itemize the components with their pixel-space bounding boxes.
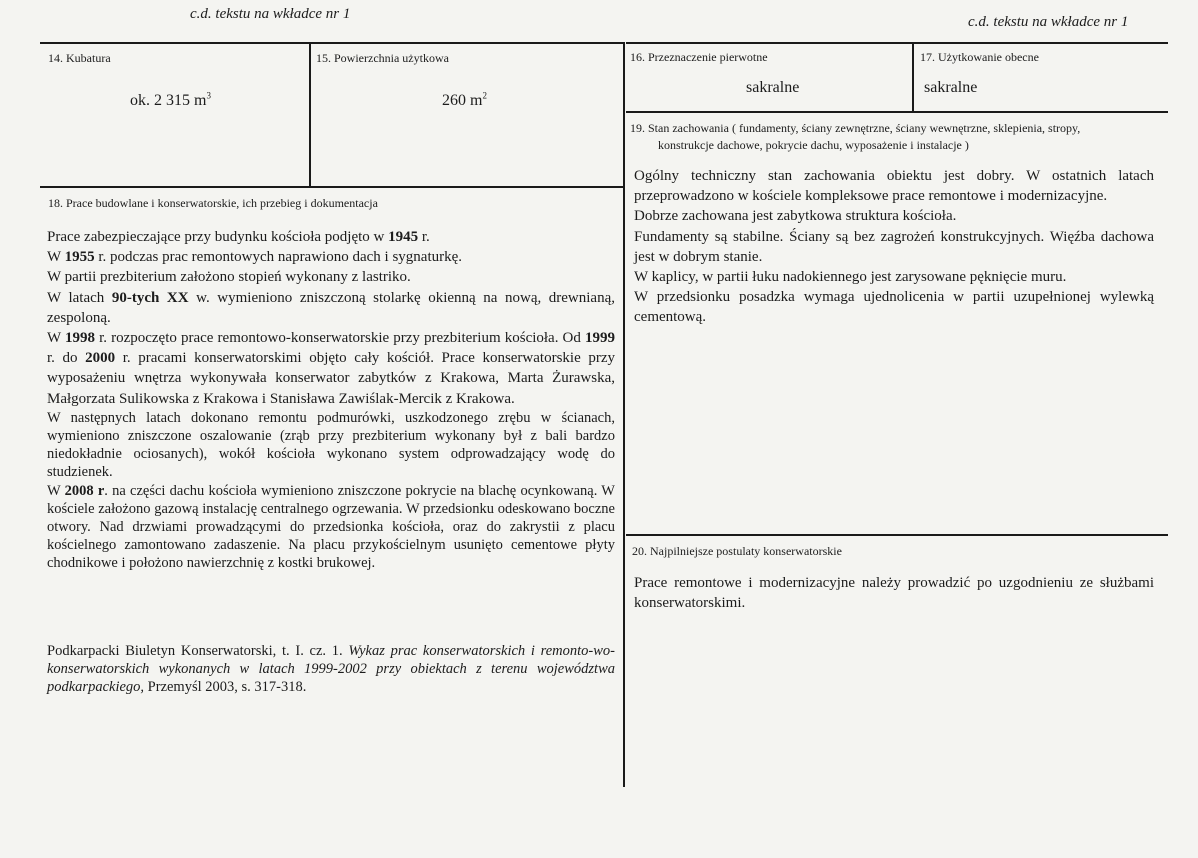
border-above-20 (626, 534, 1168, 536)
top-border-right (626, 42, 1168, 44)
field-17-label: 17. Użytkowanie obecne (920, 50, 1039, 64)
field-18-paragraph: W następnych latach dokonano remontu podmurówki, uszkodzonego zrębu w ścianach, wymieniono zniszczone oszalowanie (zrąb przy prezbiterium wykonany był z bali bardzo niedokładnie ociosanych), wokół kościoła wykonano system odprowadzający wodę do studzienek. (47, 409, 615, 481)
field-18-reference: Podkarpacki Biuletyn Konserwatorski, t. I. cz. 1. Wykaz prac konserwatorskich i remonto-wo-konserwatorskich wykonanych w latach 1999-2002 przy obiektach z terenu województwa podkarpackiego, Przemyśl 2003, s. 317-318. (47, 643, 616, 696)
field-17-value: sakralne (924, 79, 978, 96)
divider-14-15 (309, 42, 311, 186)
top-border-left (40, 42, 624, 44)
field-18-body (47, 227, 615, 573)
field-18-paragraph: W partii prezbiterium założono stopień wykonany z lastriko. (47, 269, 411, 286)
field-16-label: 16. Przeznaczenie pierwotne (630, 50, 768, 64)
divider-16-17 (912, 42, 914, 112)
field-19-paragraph: Dobrze zachowana jest zabytkowa struktura kościoła. (634, 208, 957, 225)
field-19-label-line2: konstrukcje dachowe, pokrycie dachu, wyposażenie i instalacje ) (658, 138, 969, 152)
field-19-paragraph: W przedsionku posadzka wymaga ujednolicenia w partii uzupełnionej wylewką cementową. (634, 289, 1154, 326)
field-19-paragraph: Ogólny techniczny stan zachowania obiektu jest dobry. W ostatnich latach przeprowadzono w kościele kompleksowe prace remontowe i modernizacyjne. (634, 168, 1154, 205)
field-18-paragraph: W 2008 r. na części dachu kościoła wymieniono zniszczone pokrycie na blachę ocynkowaną. W kościele założono gazową instalację centralnego ogrzewania. W przedsionku odeskowano boczne otwory. Nad drzwiami prowadzącymi do przedsionka kościoła, oraz do zakrystii z placu kościelnego zamontowano zadaszenie. Na placu przykościelnym usunięto cementowe płyty chodnikowe i położono nawierzchnię z kostki brukowej. (47, 482, 615, 572)
field-14-value: ok. 2 315 $m^3$ (130, 90, 211, 109)
field-19-label: 19. Stan zachowania ( fundamenty, ściany zewnętrzne, ściany wewnętrzne, sklepienia, stropy, (630, 121, 1081, 135)
field-20-label: 20. Najpilniejsze postulaty konserwatorskie (632, 544, 842, 558)
field-20-body: Prace remontowe i modernizacyjne należy prowadzić po uzgodnieniu ze służbami konserwatorskimi. (634, 575, 1154, 612)
field-19-paragraph: W kaplicy, w partii łuku nadokiennego jest zarysowane pęknięcie muru. (634, 269, 1067, 286)
border-above-19 (626, 111, 1168, 113)
field-18-label: 18. Prace budowlane i konserwatorskie, ich przebieg i dokumentacja (48, 196, 378, 210)
field-18-paragraph: W 1998 r. rozpoczęto prace remontowo-konserwatorskie przy prezbiterium kościoła. Od 1999 r. do 2000 r. pracami konserwatorskimi objęto cały kościół. Prace konserwatorskie przy wyposażeniu wnętrza wykonywała konserwator zabytków z Krakowa, Marta Żurawska, Małgorzata Sulikowska z Krakowa i Stanisława Zawiślak-Mercik z Krakowa. (47, 330, 615, 407)
field-19-body (634, 166, 1154, 328)
center-divider (623, 42, 625, 787)
field-18-paragraph: W latach 90-tych XX w. wymieniono zniszczoną stolarkę okienną na nową, drewnianą, zespoloną. (47, 289, 616, 326)
field-16-value: sakralne (746, 79, 800, 96)
field-18-paragraph: Prace zabezpieczające przy budynku kościoła podjęto w 1945 r. (47, 229, 430, 245)
continuation-note-right: c.d. tekstu na wkładce nr 1 (968, 14, 1129, 30)
field-15-label: 15. Powierzchnia użytkowa (316, 51, 449, 65)
continuation-note-left: c.d. tekstu na wkładce nr 1 (190, 6, 351, 22)
field-18-paragraph: W 1955 r. podczas prac remontowych naprawiono dach i sygnaturkę. (47, 249, 463, 266)
field-14-label: 14. Kubatura (48, 51, 111, 65)
field-15-value: 260 $m^2$ (442, 90, 487, 109)
border-above-18 (40, 186, 624, 188)
field-19-paragraph: Fundamenty są stabilne. Ściany są bez zagrożeń konstrukcyjnych. Więźba dachowa jest w dobrym stanie. (634, 228, 1154, 265)
